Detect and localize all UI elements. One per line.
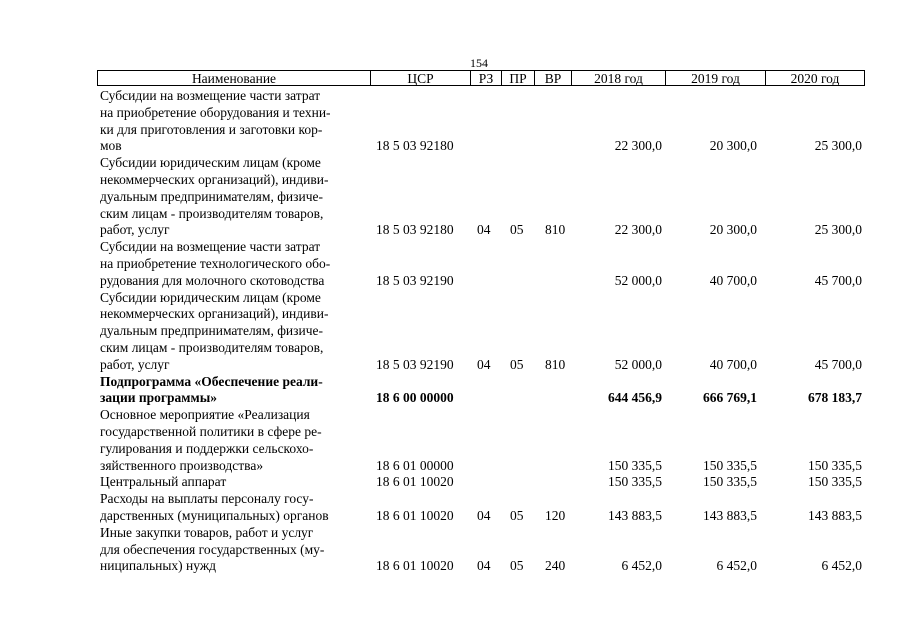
header-name: Наименование (97, 70, 370, 86)
row-pr: 05 (510, 558, 524, 574)
row-value-2019: 20 300,0 (709, 222, 757, 238)
header-2018: 2018 год (571, 70, 665, 86)
row-value-2018: 52 000,0 (614, 272, 662, 288)
row-value-2019: 40 700,0 (709, 272, 757, 288)
table-row (0, 88, 905, 155)
row-value-2019: 40 700,0 (709, 356, 757, 372)
row-csr: 18 5 03 92190 (376, 356, 454, 372)
table-row (0, 239, 905, 289)
row-name: Расходы на выплаты персоналу госу- дарственных (муниципальных) органов (100, 491, 329, 523)
row-csr: 18 6 01 10020 (376, 507, 454, 523)
row-value-2020: 45 700,0 (814, 272, 862, 288)
row-value-2020: 150 335,5 (808, 474, 862, 490)
row-value-2018: 52 000,0 (614, 356, 662, 372)
row-value-2019: 6 452,0 (716, 558, 757, 574)
row-name: Иные закупки товаров, работ и услуг для обеспечения государственных (му- ниципальных) нужд (100, 524, 325, 574)
row-rz: 04 (477, 558, 491, 574)
row-value-2019: 666 769,1 (703, 390, 757, 406)
table-row (0, 525, 905, 575)
row-name: Субсидии на возмещение части затрат на приобретение оборудования и техни- ки для приготовления и заготовки кор- мов (100, 88, 331, 154)
table-row (0, 290, 905, 374)
row-csr: 18 6 00 00000 (376, 390, 454, 406)
row-value-2020: 6 452,0 (821, 558, 862, 574)
row-value-2019: 20 300,0 (709, 138, 757, 154)
row-vr: 810 (545, 356, 566, 372)
page-number: 154 (470, 56, 488, 70)
row-rz: 04 (477, 222, 491, 238)
row-value-2020: 25 300,0 (814, 222, 862, 238)
row-csr: 18 5 03 92180 (376, 222, 454, 238)
row-value-2020: 143 883,5 (808, 507, 862, 523)
table-row (0, 407, 905, 474)
row-value-2019: 150 335,5 (703, 457, 757, 473)
row-rz: 04 (477, 507, 491, 523)
row-vr: 240 (545, 558, 566, 574)
row-value-2018: 143 883,5 (608, 507, 662, 523)
row-name: Субсидии юридическим лицам (кроме некоммерческих организаций), индиви- дуальным предпринимателям, физиче- ским лицам - производителям товаров, работ, услуг (100, 155, 329, 238)
row-value-2020: 150 335,5 (808, 457, 862, 473)
row-value-2020: 25 300,0 (814, 138, 862, 154)
table-row (0, 155, 905, 239)
row-value-2019: 150 335,5 (703, 474, 757, 490)
row-vr: 120 (545, 507, 566, 523)
row-csr: 18 6 01 10020 (376, 474, 454, 490)
row-name: Центральный аппарат (100, 474, 227, 490)
row-name: Субсидии юридическим лицам (кроме некоммерческих организаций), индиви- дуальным предпринимателям, физиче- ским лицам - производителям товаров, работ, услуг (100, 289, 329, 372)
row-value-2018: 644 456,9 (608, 390, 662, 406)
row-pr: 05 (510, 507, 524, 523)
row-csr: 18 5 03 92180 (376, 138, 454, 154)
header-csr: ЦСР (370, 70, 470, 86)
table-row (0, 374, 905, 408)
header-vr: ВР (534, 70, 571, 86)
row-vr: 810 (545, 222, 566, 238)
row-value-2018: 150 335,5 (608, 457, 662, 473)
header-2020: 2020 год (765, 70, 865, 86)
table-row (0, 491, 905, 525)
row-name: Подпрограмма «Обеспечение реали- зации программы» (100, 373, 323, 406)
header-rz: РЗ (470, 70, 501, 86)
row-csr: 18 5 03 92190 (376, 272, 454, 288)
table-body (0, 88, 905, 575)
row-rz: 04 (477, 356, 491, 372)
row-pr: 05 (510, 222, 524, 238)
row-value-2018: 22 300,0 (614, 138, 662, 154)
row-pr: 05 (510, 356, 524, 372)
row-value-2018: 22 300,0 (614, 222, 662, 238)
row-value-2019: 143 883,5 (703, 507, 757, 523)
row-csr: 18 6 01 10020 (376, 558, 454, 574)
row-value-2018: 6 452,0 (621, 558, 662, 574)
row-name: Субсидии на возмещение части затрат на приобретение технологического обо- рудования для молочного скотоводства (100, 239, 331, 288)
header-pr: ПР (501, 70, 534, 86)
row-value-2018: 150 335,5 (608, 474, 662, 490)
header-2019: 2019 год (665, 70, 765, 86)
row-name: Основное мероприятие «Реализация государственной политики в сфере ре- гулирования и поддержки сельскохо- зяйственного производства» (100, 407, 322, 473)
row-value-2020: 45 700,0 (814, 356, 862, 372)
row-csr: 18 6 01 00000 (376, 457, 454, 473)
row-value-2020: 678 183,7 (808, 390, 862, 406)
table-row (0, 474, 905, 491)
